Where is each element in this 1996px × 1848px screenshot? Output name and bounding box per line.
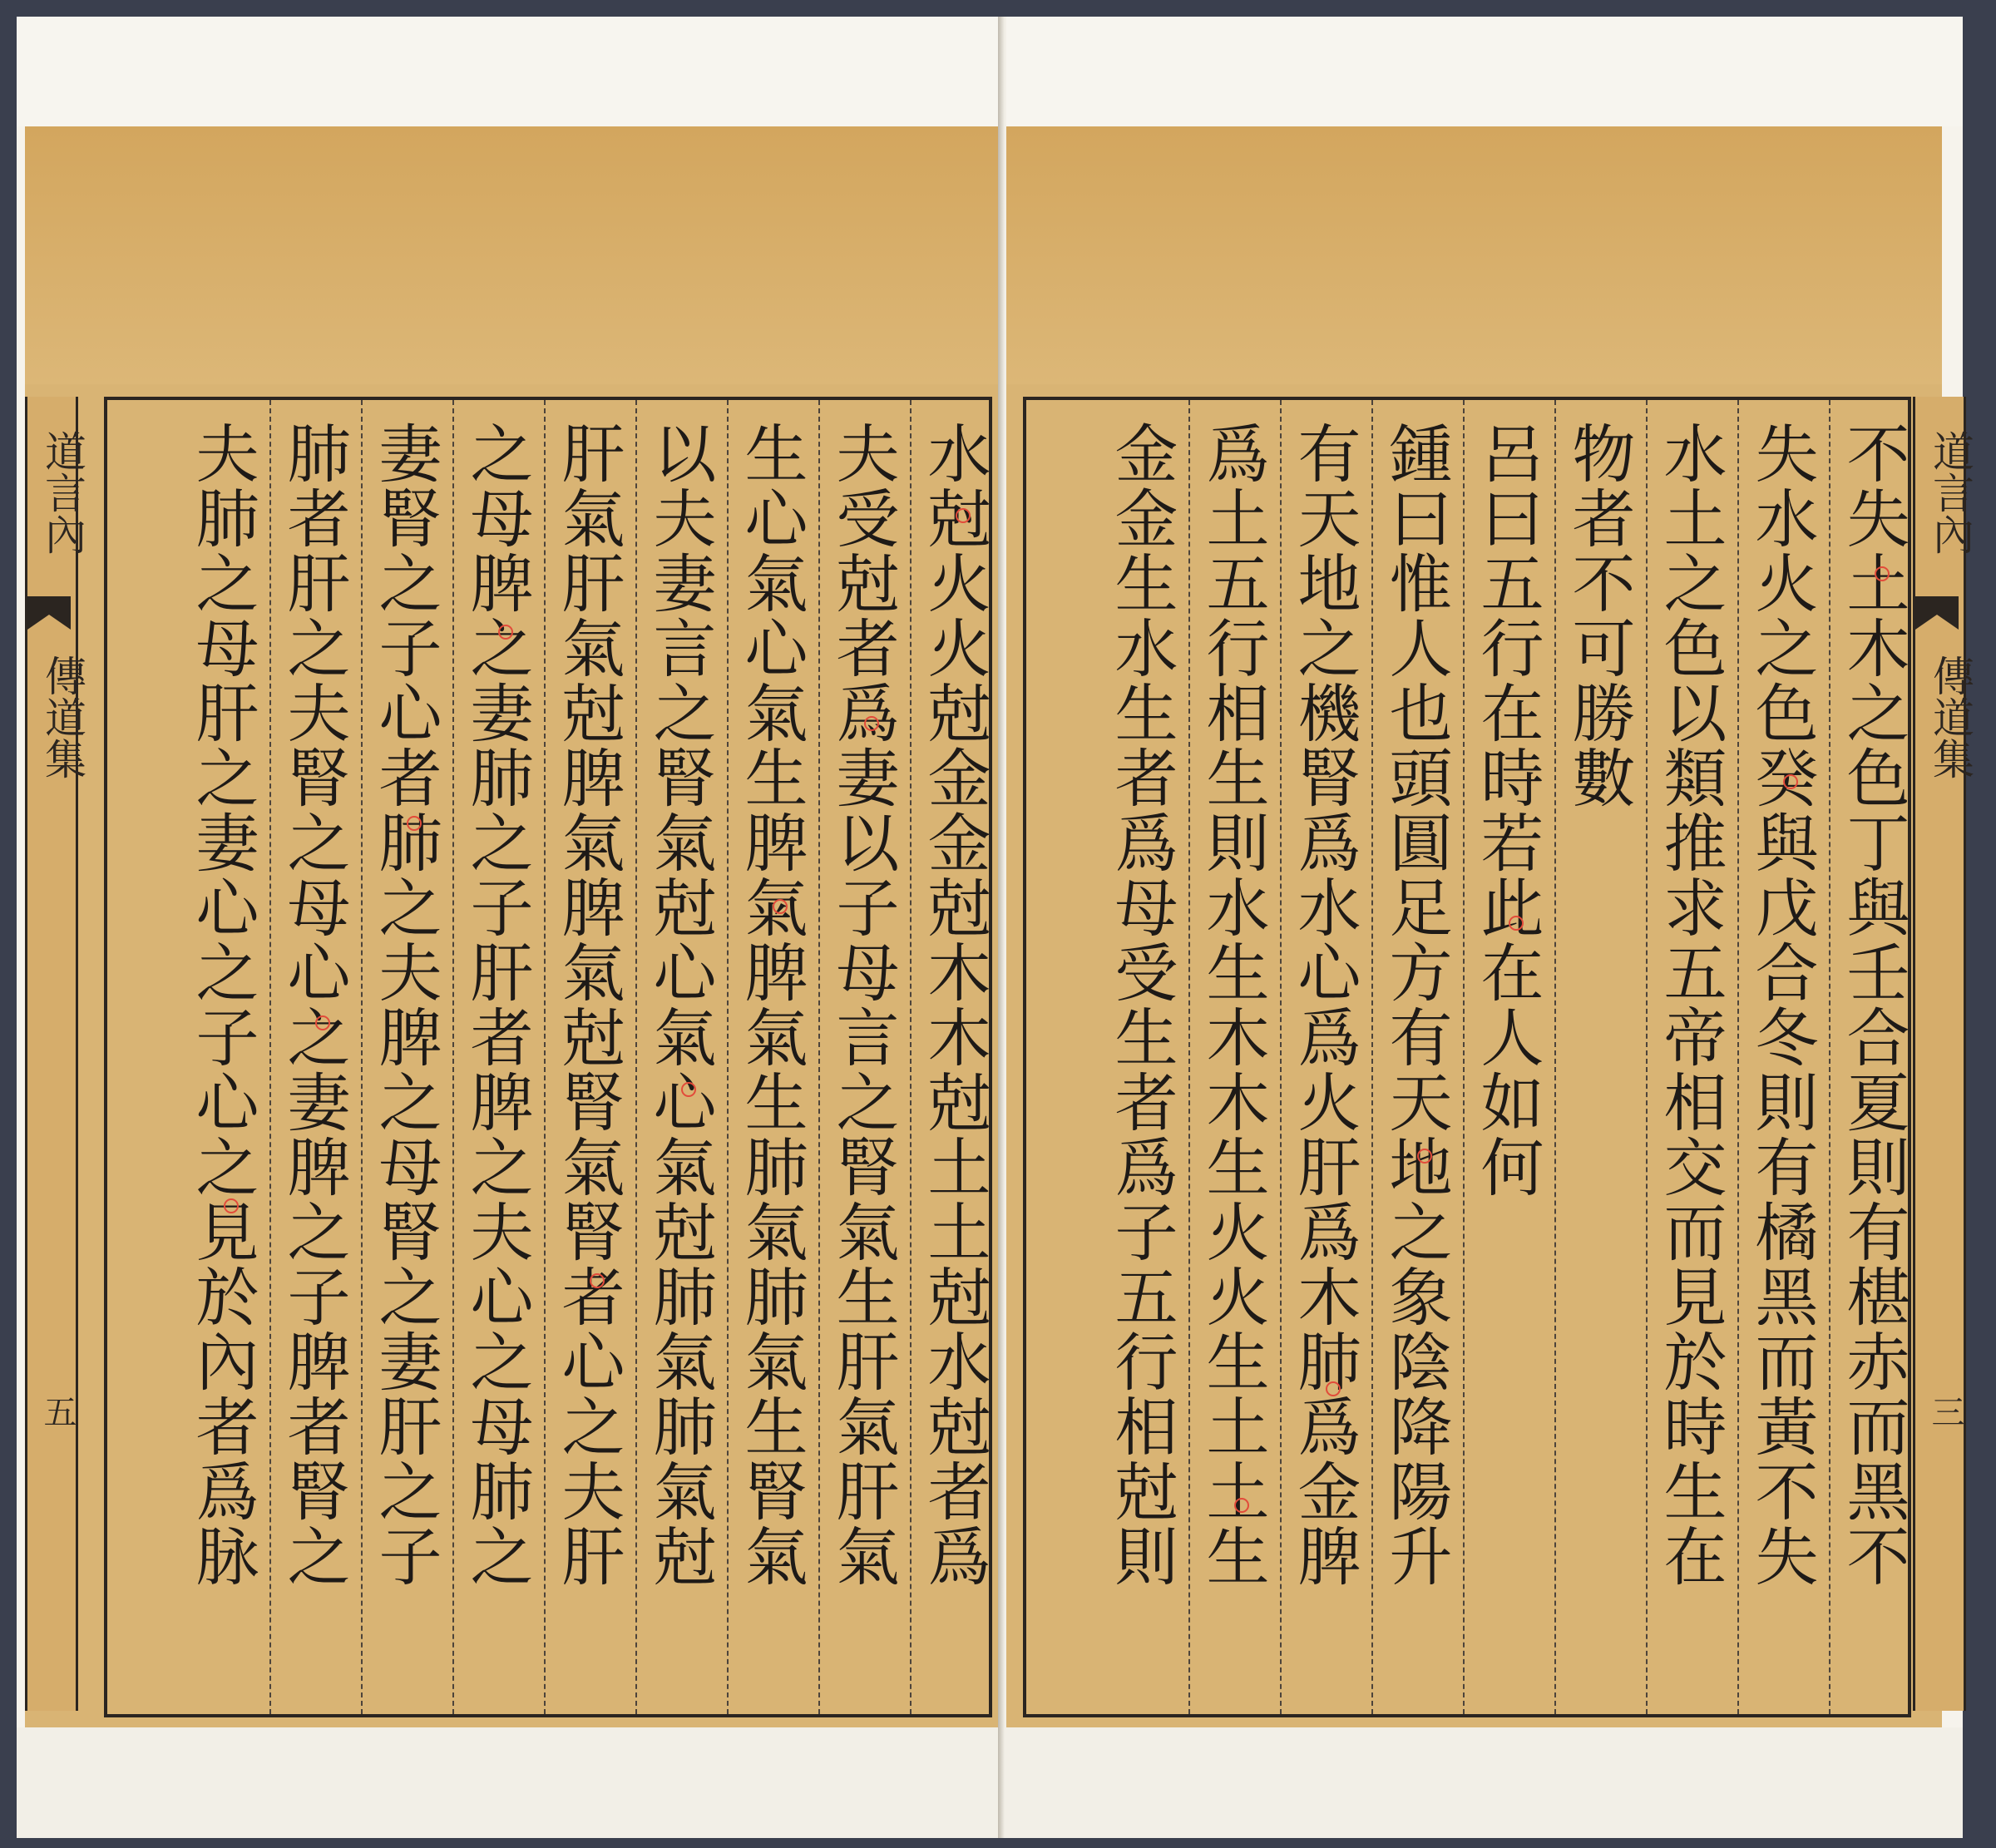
punctuation-mark bbox=[1234, 1498, 1249, 1513]
punctuation-mark bbox=[773, 899, 788, 914]
text-column: 夫受尅者爲妻以子母言之腎氣生肝氣肝氣 bbox=[826, 421, 900, 1589]
heart-title: 道言內 bbox=[1926, 430, 1974, 555]
fishtail-mark bbox=[27, 596, 71, 630]
page-bottom-margin bbox=[17, 1727, 1002, 1838]
punctuation-mark bbox=[681, 1082, 696, 1097]
text-column: 失水火之色癸與戊合冬則有橘黑而黃不失 bbox=[1745, 421, 1819, 1589]
column-rule bbox=[910, 400, 912, 1714]
text-column: 金金生水生者爲母受生者爲子五行相尅則 bbox=[1104, 421, 1178, 1589]
punctuation-mark bbox=[315, 1015, 330, 1030]
text-column: 物者不可勝數 bbox=[1562, 421, 1636, 810]
water-stain bbox=[25, 126, 1002, 384]
text-column: 有天地之機腎爲水心爲火肝爲木肺爲金脾 bbox=[1287, 421, 1361, 1589]
folio-number: 五 bbox=[38, 1395, 77, 1428]
open-book bbox=[17, 17, 1974, 1838]
text-column: 以夫妻言之腎氣尅心氣心氣尅肺氣肺氣尅 bbox=[643, 421, 717, 1589]
text-column: 夫肺之母肝之妻心之子心之見於內者爲脉 bbox=[185, 421, 259, 1589]
heart-subtitle: 傳道集 bbox=[38, 655, 86, 779]
column-rule bbox=[269, 400, 271, 1714]
column-rule bbox=[1280, 400, 1282, 1714]
right-book-heart bbox=[1913, 397, 1974, 1711]
right-text-frame bbox=[1023, 397, 1911, 1717]
water-stain bbox=[1006, 126, 1942, 384]
column-rule bbox=[1829, 400, 1830, 1714]
punctuation-mark bbox=[1875, 566, 1890, 581]
left-book-heart bbox=[25, 397, 86, 1711]
text-column: 水尅火火尅金金尅木木尅土土尅水尅者爲 bbox=[917, 421, 991, 1589]
column-rule bbox=[635, 400, 637, 1714]
page-top-margin bbox=[17, 17, 1002, 126]
fishtail-mark bbox=[1915, 596, 1959, 630]
left-text-frame bbox=[104, 397, 992, 1717]
punctuation-mark bbox=[864, 716, 879, 731]
heart-subtitle: 傳道集 bbox=[1926, 655, 1974, 779]
punctuation-mark bbox=[1417, 1149, 1432, 1164]
column-rule bbox=[361, 400, 363, 1714]
punctuation-mark bbox=[498, 625, 513, 640]
text-column: 肺者肝之夫腎之母心之妻脾之子脾者腎之 bbox=[277, 421, 351, 1589]
column-rule bbox=[452, 400, 454, 1714]
text-column: 肝氣肝氣尅脾氣脾氣尅腎氣腎者心之夫肝 bbox=[551, 421, 625, 1589]
column-rule bbox=[544, 400, 546, 1714]
punctuation-mark bbox=[1509, 916, 1524, 931]
right-leaf bbox=[1006, 126, 1974, 1727]
right-page bbox=[1006, 17, 1974, 1838]
column-rule bbox=[1646, 400, 1648, 1714]
text-column: 呂曰五行在時若此在人如何 bbox=[1470, 421, 1544, 1199]
column-rule bbox=[1463, 400, 1465, 1714]
punctuation-mark bbox=[590, 1273, 605, 1288]
page-bottom-margin bbox=[1006, 1727, 1963, 1838]
folio-number: 三 bbox=[1926, 1395, 1964, 1428]
punctuation-mark bbox=[1326, 1381, 1341, 1396]
text-column: 之母脾之妻肺之子肝者脾之夫心之母肺之 bbox=[460, 421, 534, 1589]
punctuation-mark bbox=[1783, 774, 1798, 789]
page-top-margin bbox=[1006, 17, 1963, 126]
column-rule bbox=[1554, 400, 1556, 1714]
column-rule bbox=[818, 400, 820, 1714]
text-column: 鍾曰惟人也頭圓足方有天地之象陰降陽升 bbox=[1379, 421, 1453, 1589]
column-rule bbox=[1371, 400, 1373, 1714]
text-column: 不失土木之色丁與壬合夏則有椹赤而黑不 bbox=[1836, 421, 1910, 1589]
column-rule bbox=[1188, 400, 1190, 1714]
punctuation-mark bbox=[407, 816, 422, 831]
punctuation-mark bbox=[224, 1198, 239, 1213]
left-page bbox=[17, 17, 1002, 1838]
punctuation-mark bbox=[956, 508, 971, 523]
text-column: 水土之色以類推求五帝相交而見於時生在 bbox=[1653, 421, 1727, 1589]
text-column: 爲土五行相生則水生木木生火火生土土生 bbox=[1196, 421, 1270, 1589]
left-leaf bbox=[25, 126, 1002, 1727]
heart-title: 道言內 bbox=[38, 430, 86, 555]
text-column: 生心氣心氣生脾氣脾氣生肺氣肺氣生腎氣 bbox=[734, 421, 808, 1589]
text-column: 妻腎之子心者肺之夫脾之母腎之妻肝之子 bbox=[368, 421, 442, 1589]
column-rule bbox=[727, 400, 729, 1714]
column-rule bbox=[1737, 400, 1739, 1714]
